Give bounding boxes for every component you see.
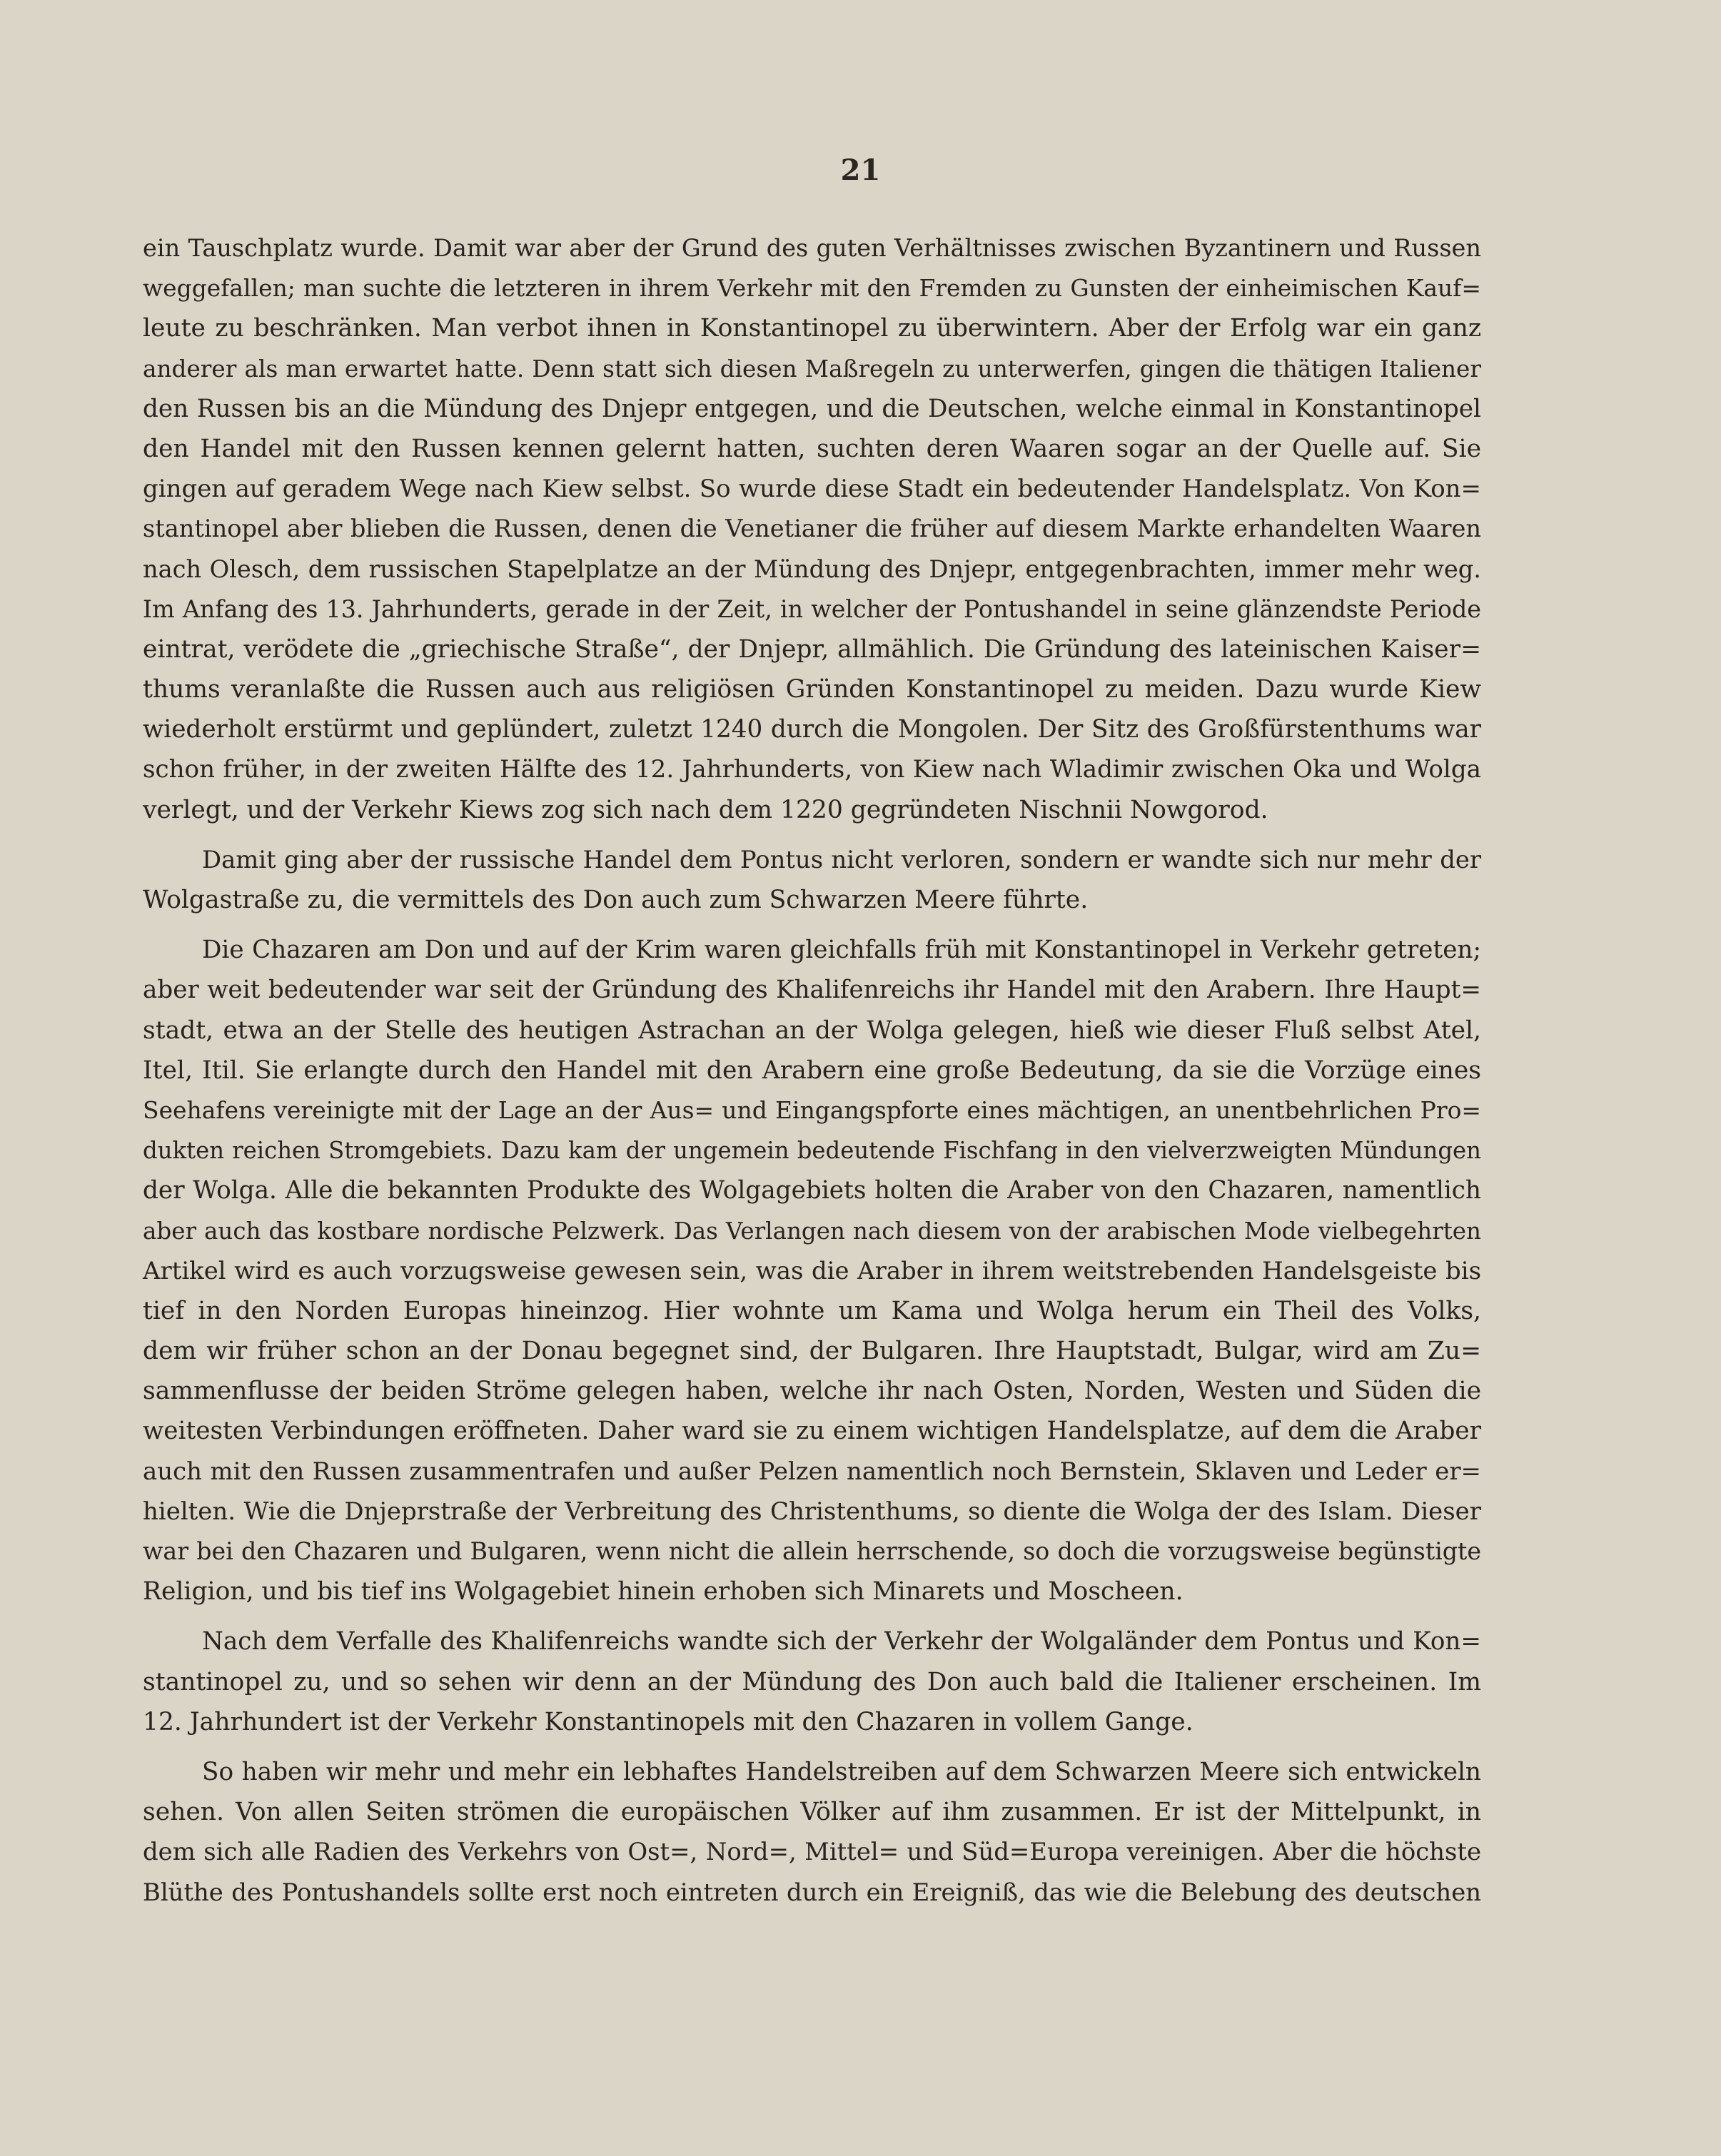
text-line: Itel, Itil. Sie erlangte durch den Handel mit den Arabern eine große Bedeutung, da sie die Vorzüge eines [143,1056,1481,1085]
text-line: verlegt, und der Verkehr Kiews zog sich nach dem 1220 gegründeten Nischnii Nowgorod. [143,795,1268,824]
paragraph [143,1621,1481,1742]
paragraph [143,228,1481,830]
text-line: 12. Jahrhundert ist der Verkehr Konstantinopels mit den Chazaren in vollem Gange. [143,1707,1193,1736]
text-line: schon früher, in der zweiten Hälfte des 12. Jahrhunderts, von Kiew nach Wladimir zwischen Oka und Wolga [143,755,1481,784]
text-line: Damit ging aber der russische Handel dem Pontus nicht verloren, sondern er wandte sich nur mehr der [202,845,1481,874]
text-line: sehen. Von allen Seiten strömen die europäischen Völker auf ihm zusammen. Er ist der Mittelpunkt, in [143,1798,1481,1827]
text-line: den Russen bis an die Mündung des Dnjepr entgegen, und die Deutschen, welche einmal in Konstantinopel [143,394,1481,423]
text-line: Blüthe des Pontushandels sollte erst noch eintreten durch ein Ereigniß, das wie die Belebung des deutschen [143,1878,1481,1906]
text-line: weggefallen; man suchte die letzteren in ihrem Verkehr mit den Fremden zu Gunsten der einheimischen Kauf= [143,274,1481,303]
text-line: hielten. Wie die Dnjeprstraße der Verbreitung des Christenthums, so diente die Wolga der des Islam. Dieser [143,1497,1481,1526]
text-line: eintrat, verödete die „griechische Straße“, der Dnjepr, allmählich. Die Gründung des lateinischen Kaiser= [143,634,1481,664]
text-line: Seehafens vereinigte mit der Lage an der Aus= und Eingangspforte eines mächtigen, an unentbehrlichen Pro= [143,1095,1481,1124]
text-line: nach Olesch, dem russischen Stapelplatze an der Mündung des Dnjepr, entgegenbrachten, immer mehr weg. [143,555,1481,583]
text-line: stantinopel aber blieben die Russen, denen die Venetianer die früher auf diesem Markte erhandelten Waaren [143,515,1481,543]
text-line: wiederholt erstürmt und geplündert, zuletzt 1240 durch die Mongolen. Der Sitz des Großfürstenthums war [143,715,1481,744]
text-line: den Handel mit den Russen kennen gelernt hatten, suchten deren Waaren sogar an der Quelle auf. Sie [143,434,1481,463]
body-text [143,228,1481,1913]
page-number: 21 [840,153,881,187]
text-line: Religion, und bis tief ins Wolgagebiet hinein erhoben sich Minarets und Moscheen. [143,1577,1183,1606]
text-line: thums veranlaßte die Russen auch aus religiösen Gründen Konstantinopel zu meiden. Dazu wurde Kiew [143,675,1481,704]
paragraph [143,1752,1481,1913]
text-line: sammenflusse der beiden Ströme gelegen haben, welche ihr nach Osten, Norden, Westen und Süden die [143,1377,1481,1406]
text-line: war bei den Chazaren und Bulgaren, wenn nicht die allein herrschende, so doch die vorzugsweise begünstigte [143,1537,1481,1565]
text-line: Nach dem Verfalle des Khalifenreichs wandte sich der Verkehr der Wolgaländer dem Pontus und Kon= [202,1627,1481,1656]
text-line: dem sich alle Radien des Verkehrs von Ost=, Nord=, Mittel= und Süd=Europa vereinigen. Aber die höchste [143,1838,1481,1866]
text-line: Artikel wird es auch vorzugsweise gewesen sein, was die Araber in ihrem weitstrebenden Handelsgeiste bis [143,1256,1481,1285]
text-line: Die Chazaren am Don und auf der Krim waren gleichfalls früh mit Konstantinopel in Verkehr getreten; [202,936,1481,965]
text-line: anderer als man erwartet hatte. Denn statt sich diesen Maßregeln zu unterwerfen, gingen die thätigen Italiener [143,355,1481,383]
text-line: leute zu beschränken. Man verbot ihnen in Konstantinopel zu überwintern. Aber der Erfolg war ein ganz [143,314,1481,343]
text-line: tief in den Norden Europas hineinzog. Hier wohnte um Kama und Wolga herum ein Theil des Volks, [143,1296,1481,1325]
text-line: ein Tauschplatz wurde. Damit war aber der Grund des guten Verhältnisses zwischen Byzantinern und Russen [143,234,1481,262]
text-line: stadt, etwa an der Stelle des heutigen Astrachan an der Wolga gelegen, hieß wie dieser Fluß selbst Atel, [143,1016,1481,1045]
text-line: So haben wir mehr und mehr ein lebhaftes Handelstreiben auf dem Schwarzen Meere sich entwickeln [202,1757,1481,1786]
text-line: weitesten Verbindungen eröffneten. Daher ward sie zu einem wichtigen Handelsplatze, auf dem die Araber [143,1417,1481,1446]
text-line: auch mit den Russen zusammentrafen und außer Pelzen namentlich noch Bernstein, Sklaven und Leder er= [143,1457,1481,1486]
paragraph [143,930,1481,1611]
text-line: aber weit bedeutender war seit der Gründung des Khalifenreichs ihr Handel mit den Arabern. Ihre Haupt= [143,976,1481,1005]
text-line: gingen auf geradem Wege nach Kiew selbst. So wurde diese Stadt ein bedeutender Handelsplatz. Von Kon= [143,475,1481,504]
text-line: stantinopel zu, und so sehen wir denn an der Mündung des Don auch bald die Italiener erscheinen. Im [143,1667,1481,1696]
text-line: dukten reichen Stromgebiets. Dazu kam der ungemein bedeutende Fischfang in den vielverzweigten Mündungen [143,1137,1481,1165]
text-line: Im Anfang des 13. Jahrhunderts, gerade in der Zeit, in welcher der Pontushandel in seine glänzendste Periode [143,594,1481,623]
text-line: der Wolga. Alle die bekannten Produkte des Wolgagebiets holten die Araber von den Chazaren, namentlich [143,1176,1481,1205]
text-line: aber auch das kostbare nordische Pelzwerk. Das Verlangen nach diesem von der arabischen Mode vielbegehrten [143,1217,1481,1245]
paragraph [143,840,1481,920]
text-line: Wolgastraße zu, die vermittels des Don auch zum Schwarzen Meere führte. [143,886,1089,914]
text-line: dem wir früher schon an der Donau begegnet sind, der Bulgaren. Ihre Hauptstadt, Bulgar, wird am Zu= [143,1337,1481,1366]
